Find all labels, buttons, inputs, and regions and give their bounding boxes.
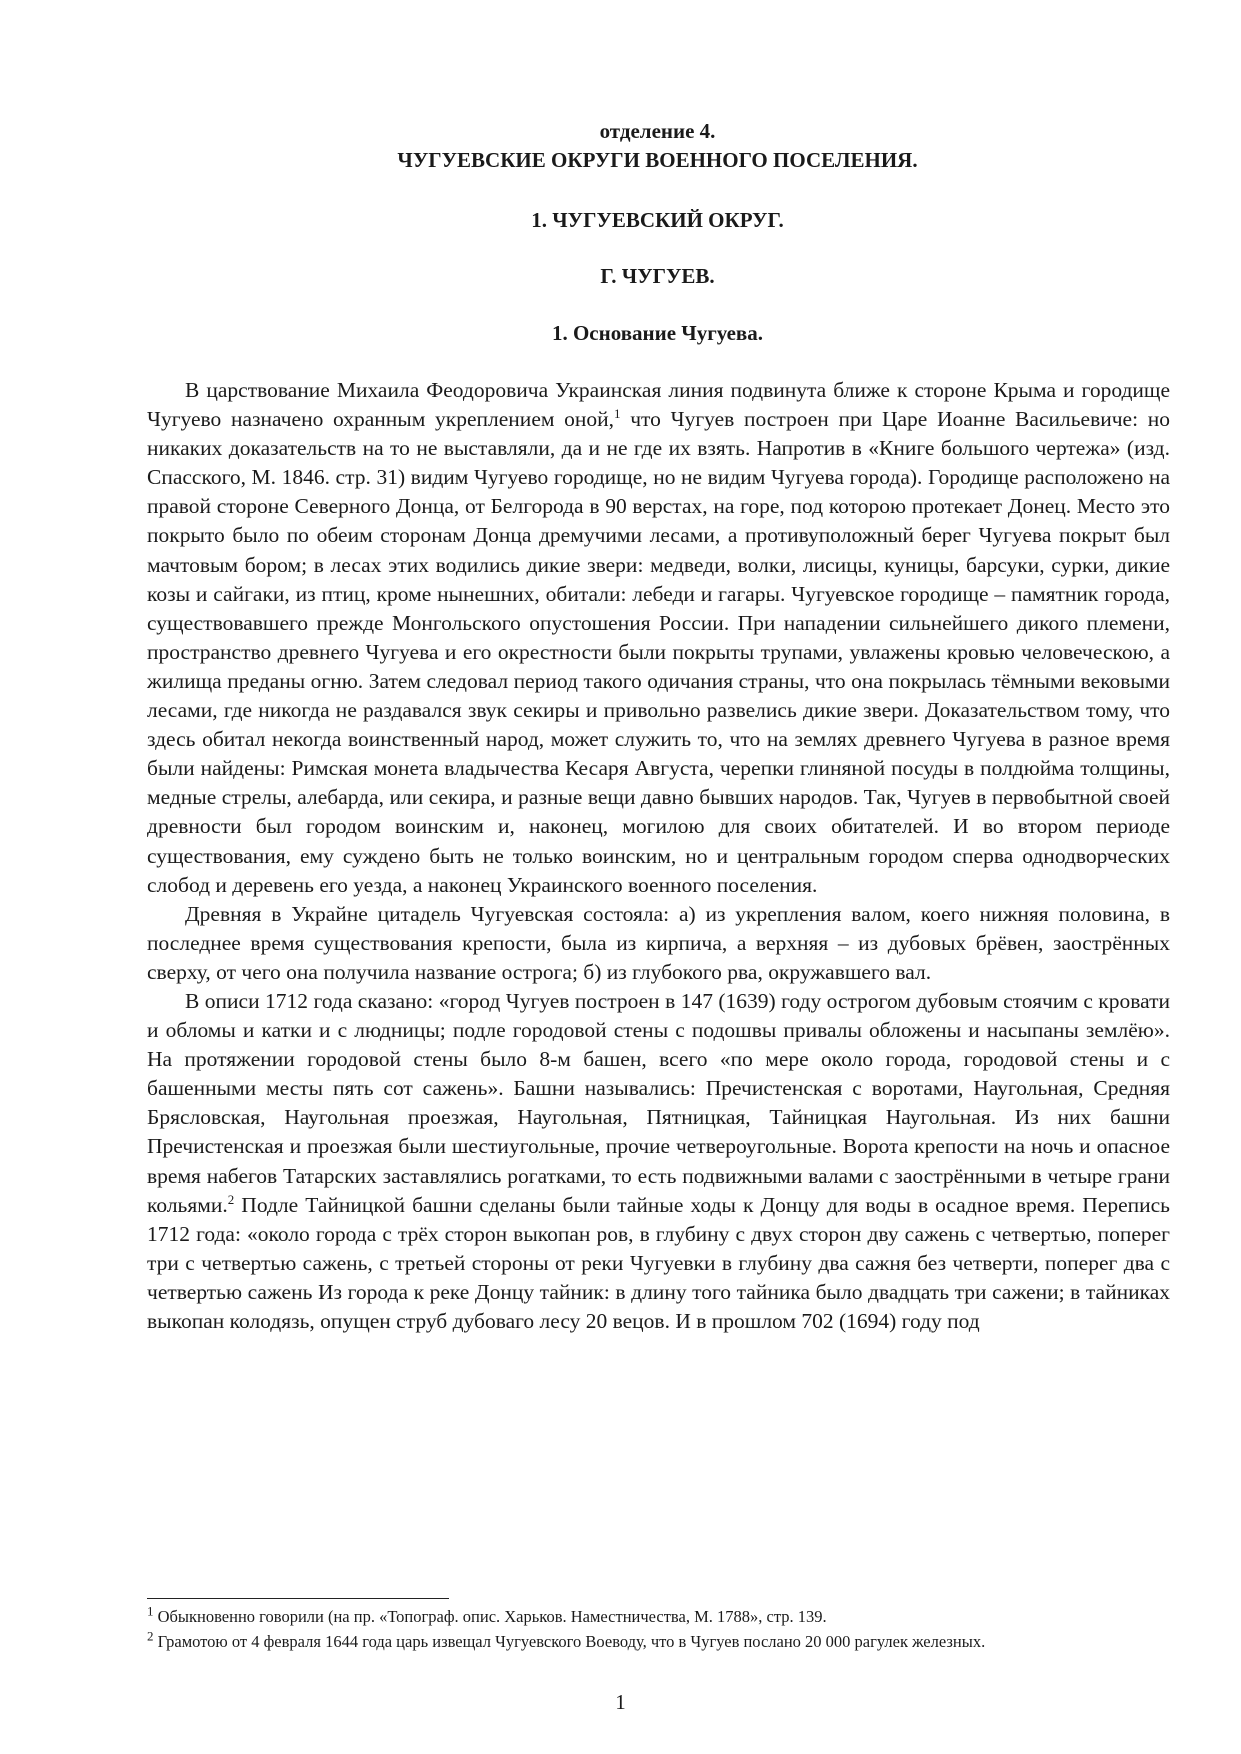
footnote-separator [147, 1598, 449, 1599]
main-title: ЧУГУЕВСКИЕ ОКРУГИ ВОЕННОГО ПОСЕЛЕНИЯ. [397, 148, 918, 172]
paragraph-3 [147, 987, 1170, 1336]
footnote-1-mark: 1 [147, 1603, 154, 1619]
paragraph-3-part-a: В описи 1712 года сказано: «город Чугуев построен в 147 (1639) году острогом дубовым стоячим с кровати и обломы и катки и с людницы; подле городовой стены с подошвы привалы обложены и насыпаны землёю». На протяжении городовой стены было 8-м башен, всего «по мере около города, городовой стены и с башенными месты пять сот сажень». Башни назывались: Пречистенская с воротами, Наугольная, Средняя Брясловская, Наугольная проезжая, Наугольная, Пятницкая, Тайницкая Наугольная. Из них башни Пречистенская и проезжая были шестиугольные, прочие четвероугольные. Ворота крепости на ночь и опасное время набегов Татарских заставлялись рогатками, то есть подвижными валами с заострёнными в четыре грани кольями. [147, 988, 1170, 1217]
footnote-2-mark: 2 [147, 1628, 154, 1644]
department-heading: отделение 4. [599, 119, 716, 143]
paragraph-1 [147, 376, 1170, 900]
paragraph-3-part-b: Подле Тайницкой башни сделаны были тайные ходы к Донцу для воды в осадное время. Перепись 1712 года: «около города с трёх сторон выкопан ров, в глубину с двух сторон дву сажень с четвертью, поперег три с четвертью сажень, с третьей стороны от реки Чугуевки в глубину два сажня без четверти, поперег два с четвертью сажень Из города к реке Донцу тайник: в длину того тайника было двадцать три сажени; в тайниках выкопан колодязь, опущен струб дубоваго лесу 20 вецов. И в прошлом 702 (1694) году под [147, 1192, 1170, 1333]
subsection-heading: 1. Основание Чугуева. [551, 321, 764, 345]
footnote-1 [147, 1603, 1170, 1627]
okrug-heading: 1. ЧУГУЕВСКИЙ ОКРУГ. [531, 208, 784, 232]
paragraph-2: Древняя в Украйне цитадель Чугуевская состояла: а) из укрепления валом, коего нижняя половина, в последнее время существования крепости, была из кирпича, а верхняя – из дубовых брёвен, заострённых сверху, от чего она получила название острога; б) из глубокого рва, окружавшего вал. [147, 901, 1170, 984]
footnote-ref-2[interactable]: 2 [227, 1191, 235, 1207]
footnote-ref-1[interactable]: 1 [614, 405, 621, 421]
body-text [147, 376, 1170, 1336]
paragraph-1-part-a: В царствование Михаила Феодоровича Украинская линия подвинута ближе к стороне Крыма и городище Чугуево назначено охранным укреплением оной, [147, 378, 1170, 432]
paragraph-1-part-b: что Чугуев построен при Царе Иоанне Васильевиче: но никаких доказательств на то не выставляли, да и не где их взять. Напротив в «Книге большого чертежа» (изд. Спасского, М. 1846. стр. 31) видим Чугуево городище, но не видим Чугуева города). Городище расположено на правой стороне Северного Донца, от Белгорода в 90 верстах, на горе, под которою протекает Донец. Место это покрыто было по обеим сторонам Донца дремучими лесами, а противуположный берег Чугуева покрыт был мачтовым бором; в лесах этих водились дикие звери: медведи, волки, лисицы, куницы, барсуки, сурки, дикие козы и сайгаки, из птиц, кроме нынешних, обитали: лебеди и гагары. Чугуевское городище – памятник города, существовавшего прежде Монгольского опустошения России. При нападении сильнейшего дикого племени, пространство древнего Чугуева и его окрестности были покрыты трупами, увлажены кровью человеческою, а жилища преданы огню. Затем следовал период такого одичания страны, что она покрылась тёмными вековыми лесами, где никогда не раздавался звук секиры и привольно развелись дикие звери. Доказательством тому, что здесь обитал некогда воинственный народ, может служить то, что на землях древнего Чугуева в разное время были найдены: Римская монета владычества Кесаря Августа, черепки глиняной посуды в полдюйма толщины, медные стрелы, алебарда, или секира, и разные вещи давно бывших народов. Так, Чугуев в первобытной своей древности был городом воинским и, наконец, могилою для своих обитателей. И во втором периоде существования, ему суждено быть не только воинским, но и центральным городом сперва однодворческих слобод и деревень его уезда, а наконец Украинского военного поселения. [147, 407, 1170, 897]
footnote-2-text: Грамотою от 4 февраля 1644 года царь извещал Чугуевского Воеводу, что в Чугуев послано 20 000 рагулек железных. [153, 1632, 986, 1651]
footnote-1-text: Обыкновенно говорили (на пр. «Топограф. опис. Харьков. Наместничества, М. 1788», стр. 139. [153, 1607, 827, 1626]
city-heading: Г. ЧУГУЕВ. [600, 264, 715, 288]
page-number: 1 [615, 1690, 626, 1714]
footnote-2 [147, 1628, 1170, 1652]
